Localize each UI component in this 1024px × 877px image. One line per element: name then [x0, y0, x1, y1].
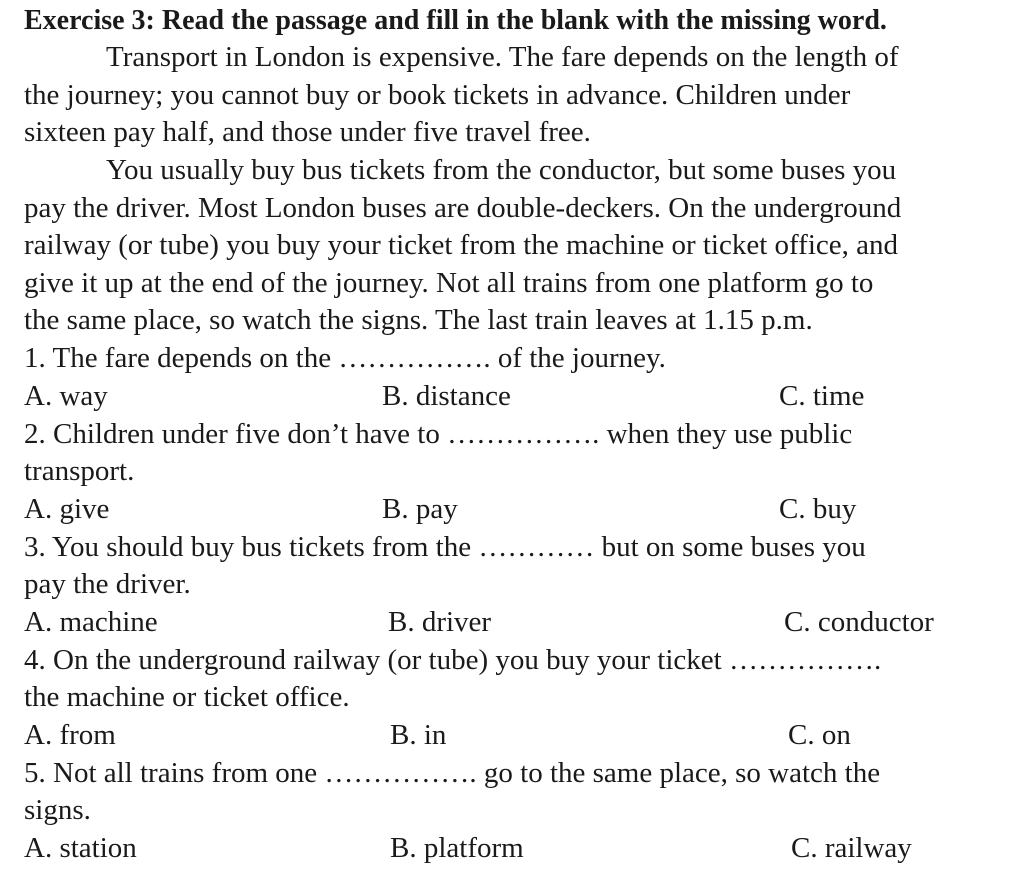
- question-4-option-a[interactable]: A. from: [24, 719, 116, 751]
- question-4-text-cont: the machine or ticket office.: [24, 681, 350, 713]
- passage-line: give it up at the end of the journey. Not all trains from one platform go to: [24, 267, 874, 299]
- passage-line: the journey; you cannot buy or book tickets in advance. Children under: [24, 79, 851, 111]
- question-3-option-a[interactable]: A. machine: [24, 606, 158, 638]
- passage-line: Transport in London is expensive. The fare depends on the length of: [106, 41, 899, 73]
- question-2-option-b[interactable]: B. pay: [382, 493, 458, 525]
- passage-line: the same place, so watch the signs. The last train leaves at 1.15 p.m.: [24, 304, 813, 336]
- question-1-option-c[interactable]: C. time: [779, 380, 865, 412]
- question-2-text: 2. Children under five don’t have to ……………. when they use public: [24, 418, 853, 450]
- question-3-option-b[interactable]: B. driver: [388, 606, 492, 638]
- question-4-text: 4. On the underground railway (or tube) you buy your ticket …………….: [24, 644, 882, 676]
- question-1-text: 1. The fare depends on the ……………. of the journey.: [24, 342, 666, 374]
- question-5-text-cont: signs.: [24, 794, 91, 826]
- passage-line: railway (or tube) you buy your ticket from the machine or ticket office, and: [24, 229, 898, 261]
- question-3-text: 3. You should buy bus tickets from the ………… but on some buses you: [24, 531, 866, 563]
- exercise-page: [24, 0, 1024, 877]
- question-2-option-a[interactable]: A. give: [24, 493, 110, 525]
- question-3-option-c[interactable]: C. conductor: [784, 606, 934, 638]
- question-2-text-cont: transport.: [24, 455, 135, 487]
- question-5-option-a[interactable]: A. station: [24, 832, 137, 864]
- exercise-title: Exercise 3: Read the passage and fill in the blank with the missing word.: [24, 5, 887, 36]
- question-1-option-a[interactable]: A. way: [24, 380, 108, 412]
- question-4-option-c[interactable]: C. on: [788, 719, 851, 751]
- question-1-option-b[interactable]: B. distance: [382, 380, 511, 412]
- passage-line: pay the driver. Most London buses are double-deckers. On the underground: [24, 192, 902, 224]
- question-5-option-b[interactable]: B. platform: [390, 832, 524, 864]
- question-5-option-c[interactable]: C. railway: [791, 832, 912, 864]
- question-2-option-c[interactable]: C. buy: [779, 493, 857, 525]
- passage-line: You usually buy bus tickets from the conductor, but some buses you: [106, 154, 897, 186]
- question-5-text: 5. Not all trains from one ……………. go to the same place, so watch the: [24, 757, 881, 789]
- passage-line: sixteen pay half, and those under five travel free.: [24, 116, 591, 148]
- question-3-text-cont: pay the driver.: [24, 568, 191, 600]
- question-4-option-b[interactable]: B. in: [390, 719, 447, 751]
